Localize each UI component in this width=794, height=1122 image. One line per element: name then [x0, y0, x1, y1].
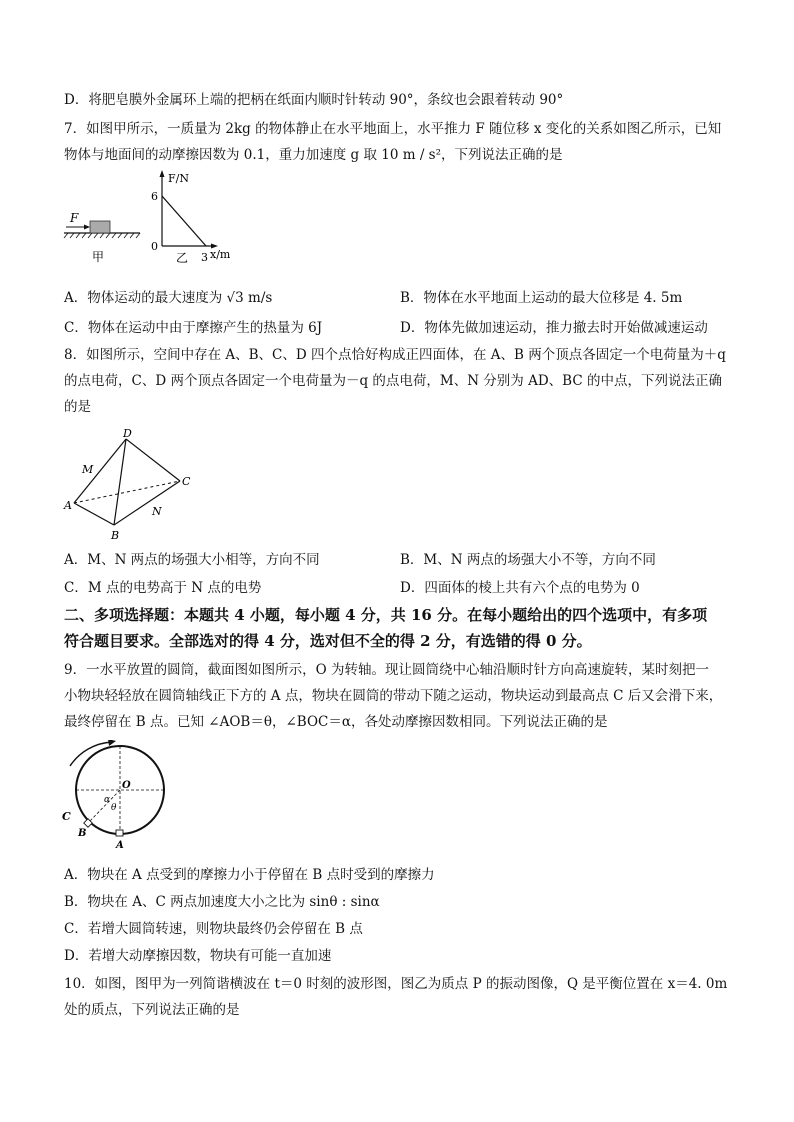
q10-stem-line2: 处的质点，下列说法正确的是 [64, 1002, 240, 1018]
q8-option-a: A．M、N 两点的场强大小相等，方向不同 [64, 552, 320, 568]
vertex-a-label: A [64, 499, 72, 512]
q8-option-b: B．M、N 两点的场强大小不等，方向不同 [400, 552, 656, 568]
section2-header-line2: 符合题目要求。全部选对的得 4 分，选对但不全的得 2 分，有选错的得 0 分。 [64, 632, 592, 650]
y-axis-label: F/N [168, 172, 189, 185]
q10-stem-line1: 10．如图，图甲为一列简谐横波在 t＝0 时刻的波形图，图乙为质点 P 的振动图像，Q 是平衡位置在 x＝4. 0m [64, 976, 728, 992]
y-tick-6: 6 [151, 190, 158, 203]
q8-stem-line1: 8．如图所示，空间中存在 A、B、C、D 四个点恰好构成正四面体，在 A、B 两个顶点各固定一个电荷量为＋q [64, 347, 726, 363]
q8-option-d: D．四面体的棱上共有六个点的电势为 0 [400, 580, 640, 596]
q7-option-a: A．物体运动的最大速度为 √3 m/s [64, 290, 273, 306]
q7-stem-line1: 7．如图甲所示，一质量为 2kg 的物体静止在水平地面上，水平推力 F 随位移 x 变化的关系如图乙所示，已知 [64, 121, 722, 137]
q9-option-a: A．物块在 A 点受到的摩擦力小于停留在 B 点时受到的摩擦力 [64, 867, 435, 883]
q9-option-c: C．若增大圆筒转速，则物块最终仍会停留在 B 点 [64, 921, 363, 937]
q9-cylinder-figure [56, 740, 186, 852]
angle-theta-label: θ [111, 803, 117, 813]
block-icon [90, 221, 110, 233]
origin-label: 0 [151, 240, 158, 253]
angle-alpha-label: α [104, 795, 111, 805]
q7-option-c: C．物体在运动中由于摩擦产生的热量为 6J [64, 320, 323, 336]
vertex-b-label: B [111, 529, 120, 542]
caption-yi: 乙 [176, 251, 189, 265]
q8-option-c: C．M 点的电势高于 N 点的电势 [64, 580, 262, 596]
point-c-label: C [62, 810, 71, 823]
q8-tetrahedron-figure [62, 425, 202, 545]
force-label-f: F [70, 211, 79, 225]
q7-option-d: D．物体先做加速运动，推力撤去时开始做减速运动 [400, 320, 708, 336]
x-axis-label: x/m [210, 248, 231, 261]
vertex-d-label: D [123, 427, 132, 440]
axis-o-label: O [122, 780, 131, 791]
q7-stem-line2: 物体与地面间的动摩擦因数为 0.1，重力加速度 g 取 10 m / s²，下列说法正确的是 [64, 147, 563, 163]
q7-figure-yi [140, 168, 250, 268]
point-n-label: N [152, 505, 162, 518]
q9-option-d: D．若增大动摩擦因数，物块有可能一直加速 [64, 948, 332, 964]
q7-option-b: B．物体在水平地面上运动的最大位移是 4. 5m [400, 290, 683, 306]
vertex-c-label: C [182, 475, 191, 488]
q9-option-b: B．物块在 A、C 两点加速度大小之比为 sinθ : sinα [64, 894, 380, 910]
q7-figure-jia [62, 205, 152, 265]
q8-stem-line3: 的是 [64, 399, 91, 415]
q9-stem-line2: 小物块轻轻放在圆筒轴线正下方的 A 点，物块在圆筒的带动下随之运动，物块运动到最高点 C 后又会滑下来， [64, 688, 723, 704]
q9-stem-line1: 9．一水平放置的圆筒，截面图如图所示，O 为转轴。现让圆筒绕中心轴沿顺时针方向高速旋转，某时刻把一 [64, 662, 709, 678]
caption-jia: 甲 [92, 250, 105, 264]
q9-stem-line3: 最终停留在 B 点。已知 ∠AOB＝θ，∠BOC＝α，各处动摩擦因数相同。下列说法正确的是 [64, 714, 608, 730]
point-a-label: A [116, 840, 124, 851]
point-b-label: B [78, 828, 87, 839]
x-tick-3: 3 [201, 251, 208, 264]
point-m-label: M [82, 463, 94, 476]
q6-option-d: D．将肥皂膜外金属环上端的把柄在纸面内顺时针转动 90°，条纹也会跟着转动 90° [64, 92, 564, 108]
section2-header-line1: 二、多项选择题：本题共 4 小题，每小题 4 分，共 16 分。在每小题给出的四个选项中，有多项 [64, 606, 708, 624]
q8-stem-line2: 的点电荷，C、D 两个顶点各固定一个电荷量为－q 的点电荷，M、N 分别为 AD、BC 的中点，下列说法正确 [64, 373, 722, 389]
